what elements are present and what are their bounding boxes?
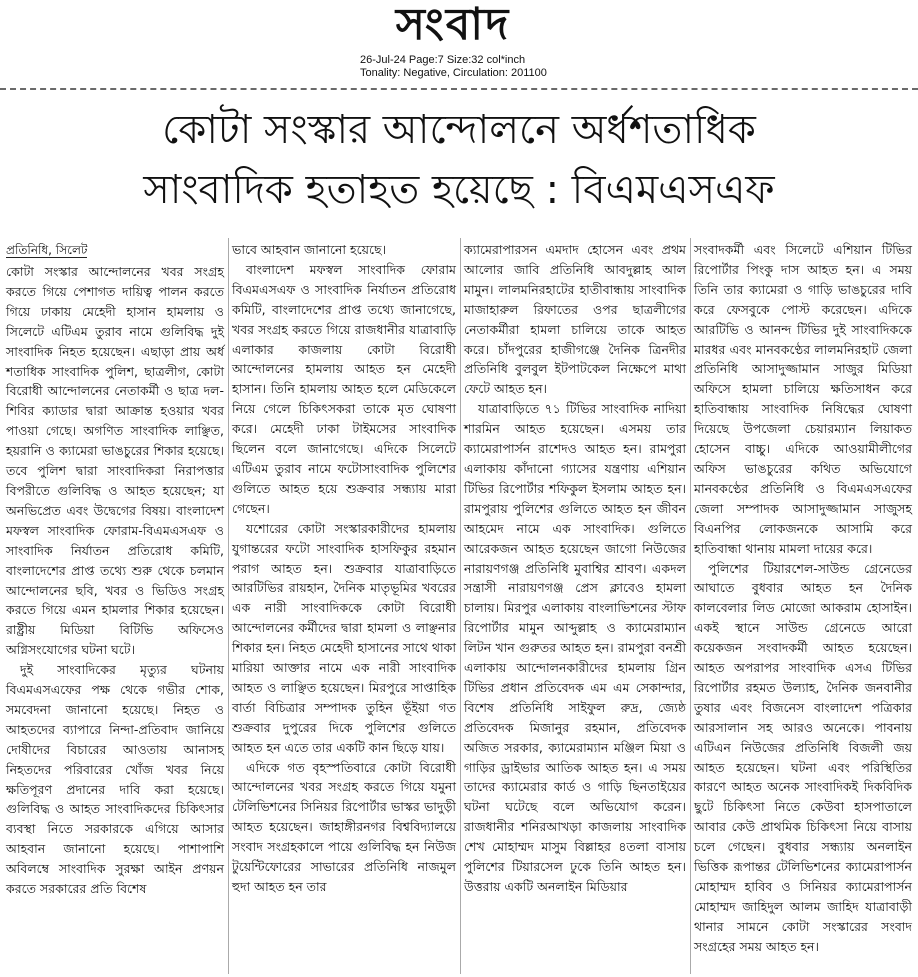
clipping-meta [360,54,547,80]
byline [6,242,87,262]
column-rule [460,238,461,974]
headline [0,100,918,220]
paragraph: ভাবে আহবান জানানো হয়েছে। [232,242,387,257]
article-column-2 [232,240,456,897]
meta-date-page: 26-Jul-24 Page:7 Size:32 col*inch [360,54,526,66]
meta-tonality-circulation: Tonality: Negative, Circulation: 201100 [360,67,547,79]
article-column-3 [464,240,686,897]
paragraph: এদিকে গত বৃহস্পতিবারে কোটা বিরোধী আন্দোলনের খবর সংগ্রহ করতে গিয়ে যমুনা টেলিভিশনের সিনিয়র রিপোর্টার ভাস্কর ভাদুড়ী আহত হয়েছেন। জাহাঙ্গীরনগর বিশ্ববিদ্যালয়ে সংবাদ সংগ্রহকালে পায়ে গুলিবিদ্ধ হন নিউজ টুয়েন্টিফোরের সাভারের প্রতিনিধি নাজমুল হুদা আহত হন তার [232,759,456,894]
article-column-4 [694,240,912,957]
dashed-divider [0,88,918,90]
paragraph: যশোরের কোটা সংস্কারকারীদের হামলায় যুগান্তরের ফটো সাংবাদিক হাসফিকুর রহমান পরাগ আহত হন। শুক্রবার যাত্রাবাড়িতে আরটিভির রায়হান, দৈনিক মাতৃভূমির খবরের এক নারী সাংবাদিককে কোটা বিরোধী আন্দোলনের কর্মীদের দ্বারা হামলা ও লাঞ্ছনার শিকার হন। নিহত মেহেদী হাসানের সাথে থাকা মারিয়া আক্তার নামে এক নারী সাংবাদিক আহত ও লাঞ্ছিত হয়েছেন। মিরপুরে সাপ্তাহিক বার্তা বিচিত্রার সম্পাদক তুহিন ভূঁইয়া গত শুক্রবার দুপুরের দিকে পুলিশের গুলিতে আহত হন এতে তার একটি কান ছিড়ে যায়। [232,520,456,755]
byline-text: প্রতিনিধি, সিলেট [6,243,88,257]
paragraph: সংবাদকর্মী এবং সিলেটে এশিয়ান টিভির রিপোর্টার পিংকু দাস আহত হন। এ সময় তিনি তার ক্যামেরা ও গাড়ি ভাঙচুরের দাবি করে ফেসবুকে পোস্ট করেছেন। এদিকে আরটিভি ও আনন্দ টিভির দুই সাংবাদিককে মারধর এবং মানবকণ্ঠের লালমনিরহাট জেলা প্রতিনিধি আসাদুজ্জামান সাজুর মিডিয়া অফিসে হামলা চালিয়ে ক্ষতিসাধন করে হাতিবান্ধায় সাংবাদিক নিষিদ্ধের ঘোষণা দিয়েছে উপজেলা চেয়ারম্যান লিয়াকত হোসেন বাচ্চু। এদিকে আওয়ামীলীগের অফিস ভাঙচুরের কথিত অভিযোগে মানবকণ্ঠের প্রতিনিধি ও বিএমএসএফের জেলা সম্পাদক আসাদুজ্জামান সাজুসহ বিএনপির লোকজনকে আসামি করে হাতিবান্ধা থানায় মামলা দায়ের করে। [694,242,912,556]
article-column-1 [6,262,224,899]
column-rule [228,238,229,974]
paragraph: যাত্রাবাড়িতে ৭১ টিভির সাংবাদিক নাদিয়া শারমিন আহত হয়েছেন। এসময় তার ক্যামেরাপার্সন রাশেদও আহত হন। রামপুরা এলাকায় কাঁদানো গ্যাসের যন্ত্রণায় এশিয়ান টিভির রিপোর্টার শফিকুল ইসলাম আহত হন। রামপুরায় পুলিশের গুলিতে আহত হন জীবন আহমেদ নামে এক সাংবাদিক। গুলিতে আরেকজন আহত হয়েছেন জাগো নিউজের নারায়ণগঞ্জ প্রতিনিধি মুবাশ্বির শ্রাবণ। একদল সন্ত্রাসী নারায়ণগঞ্জ প্রেস ক্লাবেও হামলা চালায়। মিরপুর এলাকায় বাংলাভিশনের স্টাফ রিপোর্টার মামুন আব্দুল্লাহ ও ক্যামেরাম্যান লিটন খান গুরুতর আহত হন। রামপুরা বনশ্রী এলাকায় আন্দোলনকারীদের হামলায় গ্রিন টিভির প্রধান প্রতিবেদক এম এম সেকান্দার, বিশেষ প্রতিনিধি সাইফুল রুদ্র, জ্যেষ্ঠ প্রতিবেদক মিজানুর রহমান, প্রতিবেদক অজিত সরকার, ক্যামেরাম্যান মঞ্জিল মিয়া ও গাড়ির ড্রাইভার আতিক আহত হন। এ সময় তাদের ক্যামেরার কার্ড ও গাড়ি ছিনতাইয়ের ঘটনা ঘটেছে বলে অভিযোগ করেন। রাজধানীর শনিরআখড়া কাজলায় সাংবাদিক শেখ মোহাম্মদ মাসুম বিল্লাহর ৪তলা বাসায় পুলিশের টিয়ারসেল ঢুকে তিনি আহত হন। উত্তরায় একটি অনলাইন মিডিয়ার [464,401,686,894]
paragraph: কোটা সংস্কার আন্দোলনের খবর সংগ্রহ করতে গিয়ে পেশাগত দায়িত্ব পালন করতে গিয়ে ঢাকায় মেহেদী হাসান হামলায় ও সিলেটে এটিএম তুরাব নামে গুলিবিদ্ধ দুই সাংবাদিক নিহত হয়েছেন। এছাড়া প্রায় অর্ধ শতাধিক সাংবাদিক পুলিশ, ছাত্রলীগ, কোটা বিরোধী আন্দোলনের নেতাকর্মী ও ছাত্র দল-শিবির ক্যাডার দ্বারা আক্রান্ত হওয়ার খবর পাওয়া গেছে। অগণিত সাংবাদিক লাঞ্ছিত, হয়রানি ও ক্যামেরা ভাঙচুরের শিকার হয়েছে। তবে পুলিশ দ্বারা সাংবাদিকরা নিরাপত্তার বিপরীতে গুলিবিদ্ধ ও আহত হয়েছেন; যা অনভিপ্রেত এবং উদ্বেগের বিষয়। বাংলাদেশ মফস্বল সাংবাদিক ফোরাম-বিএমএসএফ ও সাংবাদিক নির্যাতন প্রতিরোধ কমিটি, বাংলাদেশের প্রাপ্ত তথ্যে শুরু থেকে চলমান আন্দোলনের ছবি, খবর ও ভিডিও সংগ্রহ করতে গিয়ে এমন হামলার শিকার হয়েছেন। রাষ্ট্রীয় মিডিয়া বিটিভি অফিসেও অগ্নিসংযোগের ঘটনা ঘটে। [6,264,224,658]
column-rule [690,238,691,974]
newspaper-masthead: সংবাদ [395,0,511,50]
paragraph: বাংলাদেশ মফস্বল সাংবাদিক ফোরাম বিএমএসএফ ও সাংবাদিক নির্যাতন প্রতিরোধ কমিটি, বাংলাদেশের প্রাপ্ত তথ্যে জানাগেছে, খবর সংগ্রহ করতে গিয়ে রাজধানীর যাত্রাবাড়ি এলাকার কাজলায় কোটা বিরোধী আন্দোলনের হামলায় আহত হন মেহেদী হাসান। তিনি হামলায় আহত হলে মেডিকেলে নিয়ে গেলে চিকিৎসকরা তাকে মৃত ঘোষণা করে। মেহেদী ঢাকা টাইমসের সাংবাদিক ছিলেন বলে জানাগেছে। এদিকে সিলেটে এটিএম তুরাব নামে ফটোসাংবাদিক পুলিশের গুলিতে আহত হয়ে শুক্রবার সন্ধ্যায় মারা গেছেন। [232,261,456,516]
headline-line-2: সাংবাদিক হতাহত হয়েছে : বিএমএসএফ [143,167,775,213]
paragraph: দুই সাংবাদিকের মৃত্যুর ঘটনায় বিএমএসএফের পক্ষ থেকে গভীর শোক, সমবেদনা জানানো হয়েছে। নিহত ও আহতদের ব্যাপারে নিন্দা-প্রতিবাদ জানিয়ে দোষীদের বিচারের আওতায় আনাসহ নিহতদের পরিবারের খোঁজ খবর নিয়ে ক্ষতিপূরণ প্রদানের দাবি করা হয়েছে। গুলিবিদ্ধ ও আহত সাংবাদিকদের চিকিৎসার ব্যবস্থা নিতে সরকারকে এগিয়ে আসার আহবান জানানো হয়েছে। পাশাপাশি অবিলম্বে সাংবাদিক সুরক্ষা আইন প্রণয়ন করতে সরকারের প্রতি বিশেষ [6,662,224,897]
headline-line-1: কোটা সংস্কার আন্দোলনে অর্ধশতাধিক [162,107,756,153]
paragraph: পুলিশের টিয়ারশেল-সাউন্ড গ্রেনেডের আঘাতে বুধবার আহত হন দৈনিক কালবেলার লিড মোজো আকরাম হোসাইন। একই স্থানে সাউন্ড গ্রেনেডে আরো কয়েকজন সংবাদকর্মী আহত হয়েছেন। আহত অপরাপর সাংবাদিক এসএ টিভির রিপোর্টার রহমত উল্যাহ, দৈনিক জনবানীর তুষার এবং বিজনেস বাংলাদেশ পত্রিকার আরসালান সহ আরও অনেকে। পাবনায় এটিএন নিউজের প্রতিনিধি বিজলী জয় আহত হয়েছেন। ঘটনা এবং পরিস্থিতির কারণে আহত অনেক সাংবাদিকই দিকবিদিক ছুটে চিকিৎসা নিতে কেউবা হাসপাতালে আবার কেউ প্রাথমিক চিকিৎসা নিয়ে বাসায় চলে গেছেন। বুধবার সন্ধ্যায় অনলাইন ভিত্তিক রূপান্তর টেলিভিশনের ক্যামেরাপার্সন মোহাম্মদ হাবিব ও সিনিয়র ক্যামেরাপার্সন মোহাম্মদ জাহিদুল আলম জাহিদ যাত্রাবাড়ী থানার সামনে কোটা সংস্কারের সংবাদ সংগ্রহের সময় আহত হন। [694,560,912,954]
paragraph: ক্যামেরাপারসন এমদাদ হোসেন এবং প্রথম আলোর জাবি প্রতিনিধি আবদুল্লাহ আল মামুন। লালমনিরহাটের হাতীবান্ধায় সাংবাদিক মাজাহারুল রিফাতের ওপর ছাত্রলীগের নেতাকর্মীরা হামলা চালিয়ে তাকে আহত করে। চাঁদপুরের হাজীগঞ্জে দৈনিক ত্রিনদীর প্রতিনিধি বুলবুল ইটপাটকেল নিক্ষেপে মাথা ফেটে আহত হন। [464,242,686,397]
